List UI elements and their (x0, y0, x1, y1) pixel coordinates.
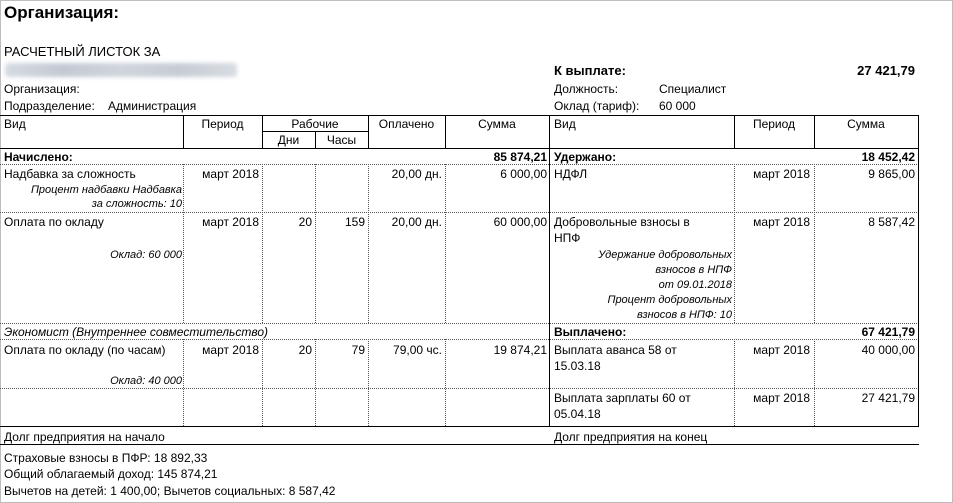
row-line-3 (0, 323, 919, 324)
withholding-note: Удержание добровольных (598, 249, 732, 261)
accrual-name: Надбавка за сложность (4, 167, 136, 181)
withheld-label: Удержано: (554, 150, 617, 164)
payout-period: март 2018 (753, 391, 810, 405)
payout-name: Выплата аванса 58 от (554, 343, 677, 357)
accrual-hours: 79 (351, 343, 365, 357)
vdot-6a (734, 164, 735, 323)
col-paid: Оплачено (378, 117, 435, 131)
col-working: Рабочие (291, 117, 339, 131)
withholding-name: НДФЛ (554, 167, 588, 181)
row-line-1 (0, 164, 919, 165)
accrual-note: Оклад: 40 000 (110, 375, 182, 387)
taxable-income: Общий облагаемый доход: 145 874,21 (4, 467, 218, 481)
department-value: Администрация (108, 99, 197, 113)
withholding-note: взносов в НПФ (655, 264, 732, 276)
accrual-note: Процент надбавки Надбавка (30, 184, 182, 196)
withholding-sum: 9 865,00 (868, 167, 915, 181)
paid-out-total: 67 421,79 (861, 325, 915, 339)
withheld-total: 18 452,42 (861, 150, 915, 164)
accrual-period: март 2018 (202, 215, 259, 229)
accrual-days: 20 (298, 215, 312, 229)
accrual-paid: 79,00 чс. (393, 343, 442, 357)
col-period: Период (201, 117, 244, 131)
accrual-days: 20 (298, 343, 312, 357)
col-sum: Сумма (478, 117, 516, 131)
col-period-right: Период (752, 117, 796, 131)
vdot-4a (368, 164, 369, 323)
withholding-note: Процент добровольных (607, 294, 732, 306)
payout-name: Выплата зарплаты 60 от (554, 391, 691, 405)
header-bottom-line (0, 148, 919, 149)
accrual-name: Оплата по окладу (по часам) (4, 343, 166, 357)
table-bottom-line (0, 426, 919, 427)
pension-contributions: Страховые взносы в ПФР: 18 892,33 (4, 451, 208, 465)
withholding-note: от 09.01.2018 (658, 279, 732, 291)
debt-end-label: Долг предприятия на конец (554, 430, 708, 444)
position-value: Специалист (659, 82, 727, 96)
payout-sum: 27 421,79 (861, 391, 915, 405)
accrual-paid: 20,00 дн. (391, 167, 442, 181)
vdot-1a (183, 164, 184, 323)
vdot-3a (315, 164, 316, 323)
deductions: Вычетов на детей: 1 400,00; Вычетов социальных: 8 587,42 (4, 484, 336, 498)
accrual-sum: 60 000,00 (493, 215, 547, 229)
organization-label: Организация: (4, 82, 80, 96)
accrual-period: март 2018 (202, 343, 259, 357)
col-days: Дни (277, 133, 300, 147)
col-kind-right: Вид (554, 117, 576, 131)
row-line-2 (0, 212, 919, 213)
withholding-sum: 8 587,42 (868, 215, 915, 229)
vline-right (918, 115, 919, 426)
payout-period: март 2018 (753, 343, 810, 357)
document-title: РАСЧЕТНЫЙ ЛИСТОК ЗА (4, 44, 161, 59)
payout-name-cont: 05.04.18 (554, 407, 601, 421)
paid-out-label: Выплачено: (554, 325, 627, 339)
accrual-name: Оплата по окладу (4, 215, 104, 229)
employee-name-redacted (5, 63, 237, 77)
vdot-2a (262, 164, 263, 323)
salary-value: 60 000 (659, 99, 696, 113)
position-section-label: Экономист (Внутреннее совместительство) (4, 325, 268, 339)
withholding-period: март 2018 (753, 167, 810, 181)
withholding-name-cont: НПФ (554, 231, 581, 245)
row-line-4 (0, 339, 919, 340)
withholding-name: Добровольные взносы в (554, 215, 690, 229)
accrual-paid: 20,00 дн. (391, 215, 442, 229)
vdot-7a (814, 164, 815, 323)
accrued-label: Начислено: (4, 150, 73, 164)
accrual-note: за сложность: 10 (91, 198, 182, 210)
debt-start-label: Долг предприятия на начало (4, 430, 165, 444)
vdot-5a (445, 164, 446, 323)
col-kind: Вид (4, 117, 26, 131)
col-sum-right: Сумма (847, 117, 885, 131)
col-hours: Часы (326, 133, 357, 147)
vline-center (549, 115, 550, 426)
row-line-5 (0, 388, 919, 389)
accrual-sum: 19 874,21 (493, 343, 547, 357)
payout-sum: 40 000,00 (861, 343, 915, 357)
payout-name-cont: 15.03.18 (554, 359, 601, 373)
accrual-period: март 2018 (202, 167, 259, 181)
accrual-hours: 159 (344, 215, 365, 229)
position-label: Должность: (554, 82, 619, 96)
accrued-total: 85 874,21 (493, 150, 547, 164)
withholding-period: март 2018 (753, 215, 810, 229)
withholding-note: взносов в НПФ: 10 (636, 309, 732, 321)
debt-bottom-line (0, 444, 919, 445)
organization-title: Организация: (4, 3, 120, 22)
table-top-line (0, 115, 919, 116)
pay-label: К выплате: (554, 63, 626, 78)
accrual-note: Оклад: 60 000 (110, 249, 182, 261)
department-label: Подразделение: (4, 99, 95, 113)
salary-label: Оклад (тариф): (554, 99, 640, 113)
pay-value: 27 421,79 (857, 63, 915, 78)
accrual-sum: 6 000,00 (500, 167, 547, 181)
